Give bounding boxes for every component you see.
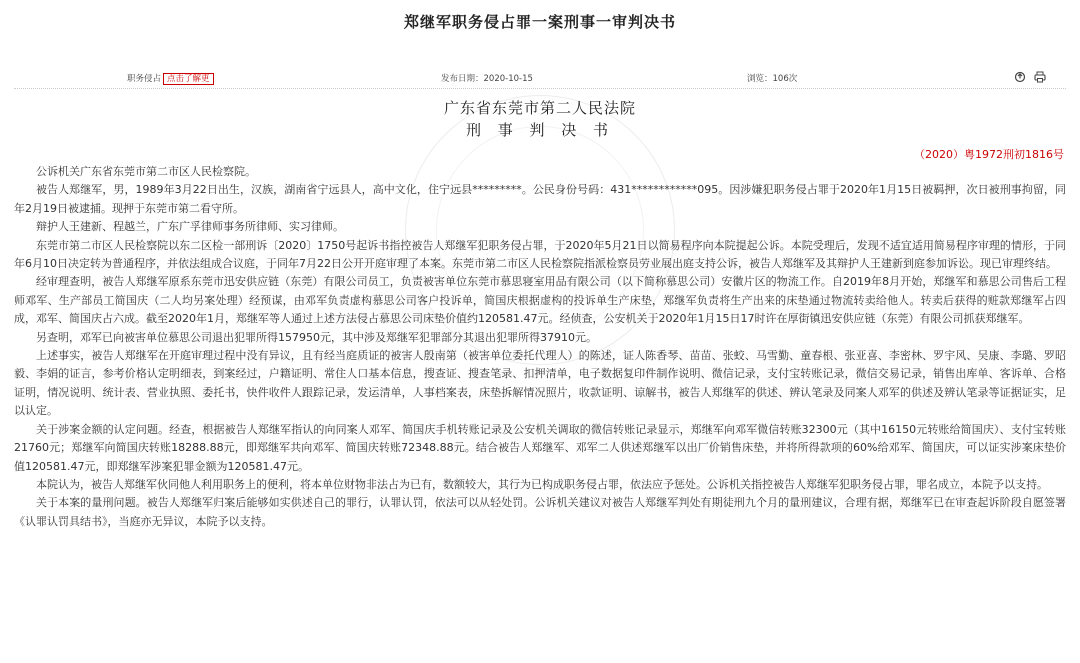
paragraph-procedure: 东莞市第二市区人民检察院以东二区检一部刑诉〔2020〕1750号起诉书指控被告人郑继军犯职务侵占罪，于2020年5月21日以简易程序向本院提起公诉。本院受理后，发现不适宜适用简易程序审理的情形，于同年6月10日决定转为普通程序，并依法组成合议庭，于同年7月22日公开开庭审理了本案。东莞市第二市区人民检察院指派检察员劳业展出庭支持公诉，被告人郑继军及其辩护人王建新到庭参加诉讼。现已审理终结。 <box>14 238 1066 271</box>
paragraph-prosecutor: 公诉机关广东省东莞市第二市区人民检察院。 <box>36 165 256 178</box>
paragraph-additional-facts: 另查明，邓军已向被害单位慕思公司退出犯罪所得157950元，其中涉及郑继军犯罪部分其退出犯罪所得37910元。 <box>36 330 597 344</box>
page-title: 郑继军职务侵占罪一案刑事一审判决书 <box>403 13 676 31</box>
paragraph-sentencing: 关于本案的量刑问题。被告人郑继军归案后能够如实供述自己的罪行，认罪认罚，依法可以从轻处罚。公诉机关建议对被告人郑继军判处有期徒刑九个月的量刑建议，合理有据，郑继军已在审查起诉阶段自愿签署《认罪认罚具结书》，当庭亦无异议，本院予以支持。 <box>14 496 1066 528</box>
cause-field <box>127 72 214 84</box>
meta-bar <box>0 70 1080 86</box>
share-icon[interactable] <box>1014 71 1026 83</box>
view-count: 浏览：106次 <box>747 74 798 84</box>
case-number: （2020）粤1972刑初1816号 <box>914 148 1064 161</box>
print-icon[interactable] <box>1034 71 1046 83</box>
paragraph-amount: 关于涉案金额的认定问题。经查，根据被告人郑继军指认的向同案人邓军、简国庆手机转账记录及公安机关调取的微信转账记录显示，郑继军向邓军微信转账32300元（其中16150元转账给简国庆）、支付宝转账21760元；郑继军向简国庆转账18288.88元，即郑继军共向邓军、简国庆转账72348.88元。结合被告人郑继军、邓军二人供述郑继军以出厂价销售床垫，并将所得款项的60%给邓军、简国庆，可以证实涉案床垫价值120581.47元，即郑继军涉案犯罪金额为120581.47元。 <box>14 422 1066 473</box>
court-name: 广东省东莞市第二人民法院 <box>443 99 636 117</box>
paragraph-defense-counsel: 辩护人王建新、程越兰，广东广孚律师事务所律师、实习律师。 <box>36 220 344 234</box>
paragraph-defendant: 被告人郑继军，男，1989年3月22日出生，汉族，湖南省宁远县人，高中文化，住宁远县*********。公民身份号码：431************095。因涉嫌犯职务侵占罪于2020年1月15日被羁押，次日被刑事拘留，同年2月19日被逮捕。现押于东莞市第二看守所。 <box>14 183 1066 215</box>
document-type: 刑 事 判 决 书 <box>465 121 615 139</box>
paragraph-court-opinion: 本院认为，被告人郑继军伙同他人利用职务上的便利，将本单位财物非法占为已有，数额较大，其行为已构成职务侵占罪，依法应予惩处。公诉机关指控被告人郑继军犯职务侵占罪，罪名成立，本院予以支持。 <box>36 477 1048 491</box>
publish-date: 发布日期：2020-10-15 <box>441 74 533 84</box>
cause-learn-more-link[interactable]: 点击了解更 <box>163 73 214 85</box>
judgment-body <box>14 163 1066 531</box>
paragraph-facts: 经审理查明，被告人郑继军原系东莞市迅安供应链（东莞）有限公司员工，负责被害单位东莞市慕思寝室用品有限公司（以下简称慕思公司）安徽片区的物流工作。自2019年8月开始，郑继军和慕思公司售后工程师邓军、生产部员工简国庆（二人均另案处理）经预谋，由邓军负责虚构慕思公司客户投诉单，简国庆根据虚构的投诉单生产床垫，郑继军负责将生产出来的床垫通过物流转卖给他人。转卖后获得的赃款郑继军占四成，邓军、简国庆占六成。截至2020年1月，郑继军等人通过上述方法侵占慕思公司床垫价值约120581.47元。经侦查，公安机关于2020年1月15日17时许在厚街镇迅安供应链（东莞）有限公司抓获郑继军。 <box>14 275 1066 326</box>
paragraph-evidence: 上述事实，被告人郑继军在开庭审理过程中没有异议，且有经当庭质证的被害人殷南第（被害单位委托代理人）的陈述，证人陈香琴、苗苗、张蛟、马雪勤、童春根、张亚喜、李密林、罗宇风、吴康、李璐、罗昭毅、李娟的证言，参考价格认定明细表，到案经过，户籍证明、常住人口基本信息，搜查证、搜查笔录、扣押清单，电子数据复印件制作说明、微信记录，支付宝转账记录，微信交易记录，销售出库单、客诉单、合格证明，情况说明、统计表、营业执照、委托书，快件收件人跟踪记录，发运清单，人事档案表，床垫拆解情况照片，收款证明、谅解书，被告人郑继军的供述、辨认笔录及同案人邓军的供述及辨认笔录等证据证实，足以认定。 <box>14 349 1066 418</box>
header-divider <box>14 88 1066 89</box>
cause-label: 职务侵占 <box>127 74 162 84</box>
